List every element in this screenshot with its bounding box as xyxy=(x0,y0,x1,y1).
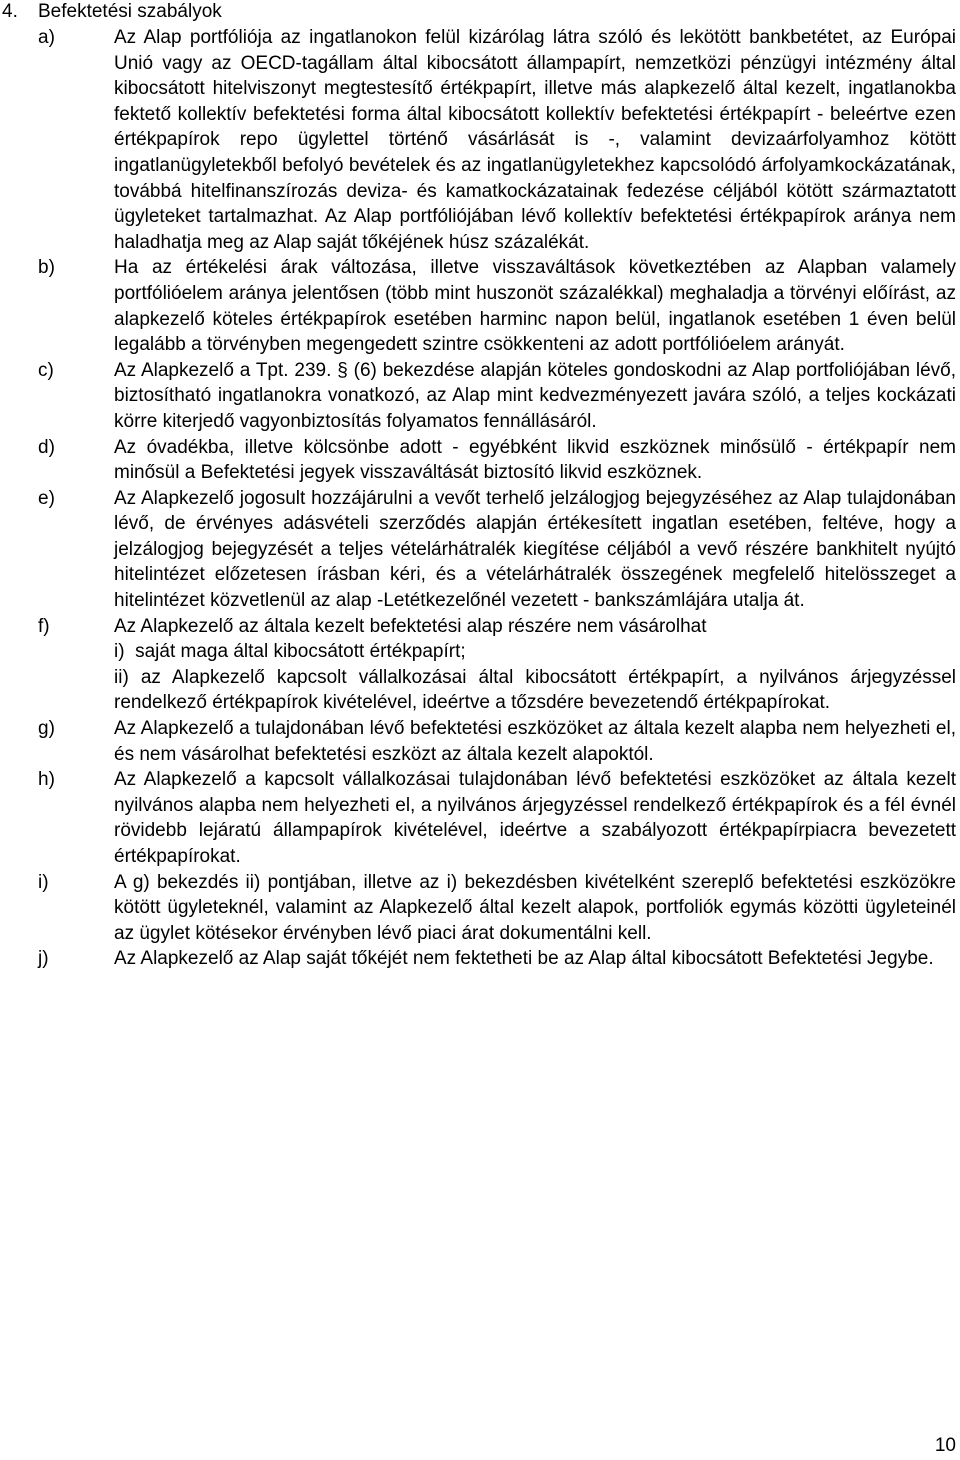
item-marker: j) xyxy=(38,948,49,970)
list-item-b xyxy=(0,255,960,357)
section-heading xyxy=(2,0,222,24)
item-marker: g) xyxy=(38,718,55,740)
item-body xyxy=(114,435,956,486)
item-marker: f) xyxy=(38,615,50,637)
item-paragraph: Az Alapkezelő a Tpt. 239. § (6) bekezdése alapján köteles gondoskodni az Alap portfoliójában lévő, biztosítható ingatlanokra vonatkozó, az Alap mint kedvezményezett javára szóló, a teljes kockázati körre kiterjedő vagyonbiztosítás folyamatos fennállásáról. xyxy=(114,359,956,432)
item-paragraph: Az óvadékba, illetve kölcsönbe adott - egyébként likvid eszköznek minősülő - értékpapír nem minősül a Befektetési jegyek visszaváltását biztosító likvid eszköznek. xyxy=(114,436,956,484)
item-body xyxy=(114,358,956,435)
list-item-f xyxy=(0,614,960,716)
section-title: Befektetési szabályok xyxy=(38,1,222,22)
item-paragraph: Az Alapkezelő az általa kezelt befektetési alap részére nem vásárolhat xyxy=(114,615,707,637)
list-item-g xyxy=(0,716,960,767)
list-item-e xyxy=(0,486,960,614)
item-paragraph: Az Alapkezelő az Alap saját tőkéjét nem fektetheti be az Alap által kibocsátott Befektetési Jegybe. xyxy=(114,948,934,970)
item-marker: b) xyxy=(38,257,55,279)
item-paragraph: Az Alapkezelő jogosult hozzájárulni a vevőt terhelő jelzálogjog bejegyzéséhez az Alap tulajdonában lévő, de érvényes adásvételi szerződés alapján értékesített ingatlan esetében, feltéve, hogy a jelzálogjog bejegyzését a teljes vételárhátralék kiegítése céljából a vevő részére bankhitelt nyújtó hitelintézet előzetesen írásban kéri, és a vételárhátralék összegének megfelelő hitelösszeget a hitelintézet közvetlenül az alap -Letétkezelőnél vezetett - bankszámlájára utalja át. xyxy=(114,487,956,612)
item-body xyxy=(114,716,956,767)
list-item-c xyxy=(0,358,960,435)
list-item-d xyxy=(0,435,960,486)
list-item-a xyxy=(0,25,960,255)
item-body xyxy=(114,946,956,972)
item-paragraph: Az Alap portfóliója az ingatlanokon felül kizárólag látra szóló és lekötött bankbetétet, az Európai Unió vagy az OECD-tagállam által kibocsátott állampapírt, nemzetközi pénzügyi intézmény által kibocsátott hitelviszonyt megtestesítő értékpapírt, illetve más alapkezelő által kezelt, ingatlanokba fektető kollektív befektetési forma által kibocsátott kollektív befektetési értékpapírt - beleértve ezen értékpapírok repo ügylettel történő vásárlását is -, valamint devizaárfolyamhoz kötött ingatlanügyletekből befolyó bevételek és az ingatlanügyletekhez kapcsolódó árfolyamkockázatának, továbbá hitelfinanszírozás deviza- és kamatkockázatainak fedezése céljából kötött származtatott ügyleteket tartalmazhat. Az Alap portfóliójában lévő kollektív befektetési értékpapírok aránya nem haladhatja meg az Alap saját tőkéjének húsz százalékát. xyxy=(114,27,956,253)
item-marker: d) xyxy=(38,436,55,458)
item-body xyxy=(114,486,956,614)
item-marker: a) xyxy=(38,27,55,48)
item-marker: e) xyxy=(38,487,55,509)
item-paragraph: Az Alapkezelő a kapcsolt vállalkozásai tulajdonában lévő befektetési eszközöket az általa kezelt nyilvános alapba nem helyezheti el, a nyilvános árjegyzéssel rendelkező értékpapírok és a fél évnél rövidebb lejáratú állampapírok kivételével, ideértve a szabályozott értékpapírpiacra bevezetett értékpapírokat. xyxy=(114,769,956,867)
list-item-h xyxy=(0,767,960,869)
item-marker: i) xyxy=(38,871,49,893)
sub-item-ii: ii) az Alapkezelő kapcsolt vállalkozásai által kibocsátott értékpapírt, a nyilvános árjegyzéssel rendelkező értékpapírok kivételével, ideértve a tőzsdére bevezetendő értékpapírokat. xyxy=(114,666,956,714)
item-body xyxy=(114,870,956,947)
list-item-i xyxy=(0,870,960,947)
item-marker: h) xyxy=(38,769,55,791)
sub-item-i: i) saját maga által kibocsátott értékpapírt; xyxy=(114,641,466,663)
item-paragraph: Ha az értékelési árak változása, illetve visszaváltások következtében az Alapban valamely portfólióelem aránya jelentősen (több mint huszonöt százalékkal) meghaladja a törvényi előírást, az alapkezelő köteles értékpapírok esetében harminc napon belül, ingatlanok esetében 1 éven belül legalább a törvényben megengedett szintre csökkenteni az adott portfólióelem arányát. xyxy=(114,257,956,356)
item-body xyxy=(114,25,956,255)
rules-list xyxy=(0,25,960,972)
section-number: 4. xyxy=(2,1,18,22)
item-body xyxy=(114,255,956,357)
item-marker: c) xyxy=(38,359,54,381)
item-paragraph: Az Alapkezelő a tulajdonában lévő befektetési eszközöket az általa kezelt alapba nem helyezheti el, és nem vásárolhat befektetési eszközt az általa kezelt alapoktól. xyxy=(114,718,956,765)
item-body xyxy=(114,767,956,869)
item-body xyxy=(114,614,956,716)
list-item-j xyxy=(0,946,960,972)
item-paragraph: A g) bekezdés ii) pontjában, illetve az i) bekezdésben kivételként szereplő befektetési eszközökre kötött ügyleteknél, valamint az Alapkezelő által kezelt alapok, portfoliók egymás közötti ügyleteinél az ügylet kötésekor érvényben lévő piaci árat dokumentálni kell. xyxy=(114,871,956,944)
page-number: 10 xyxy=(934,1435,956,1456)
